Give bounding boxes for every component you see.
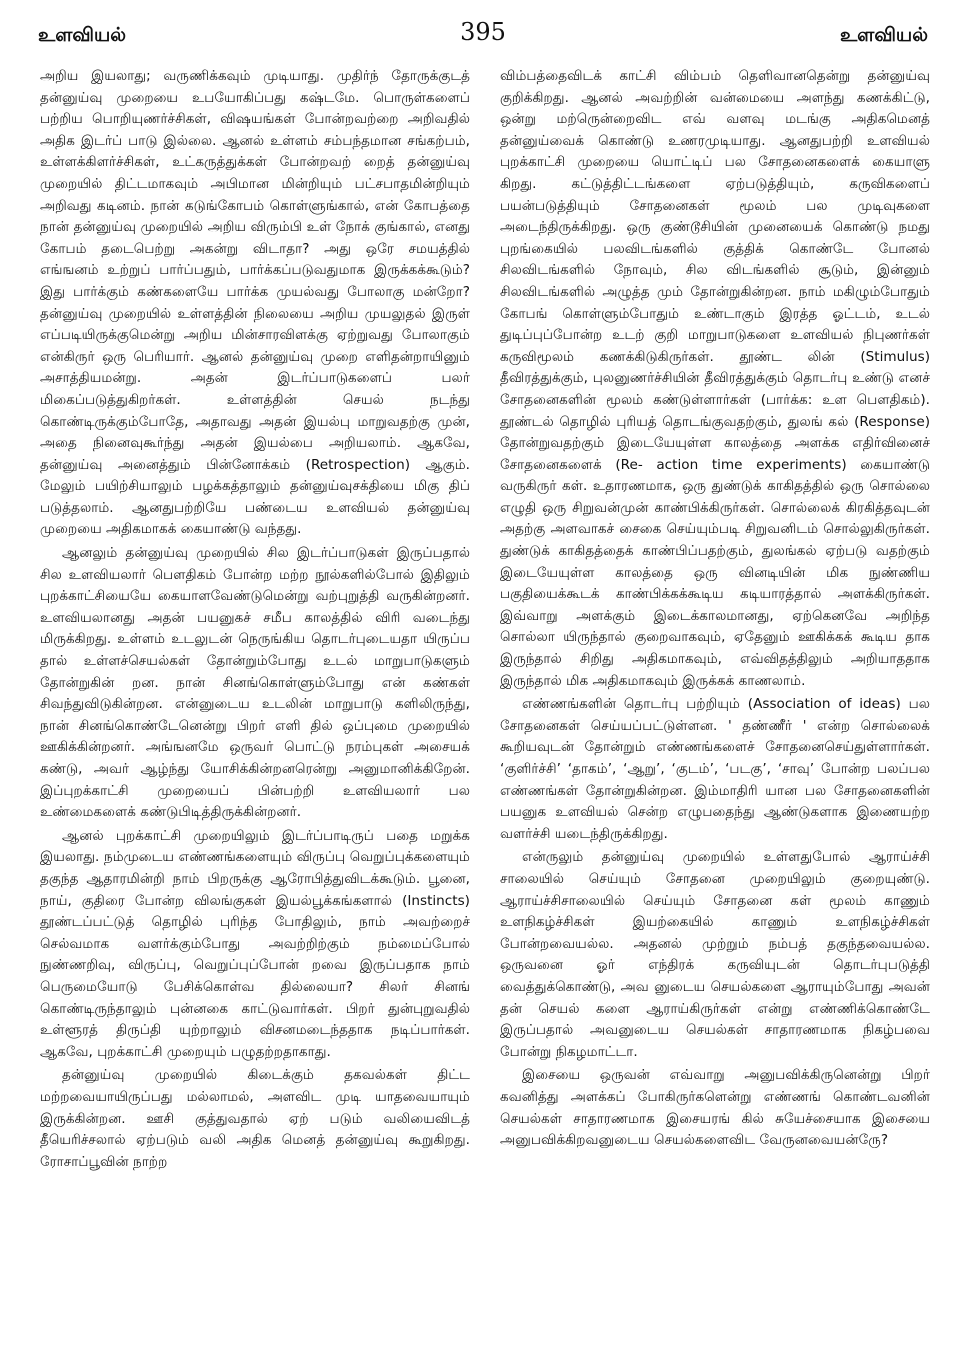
header-title-right: உளவியல் (839, 24, 928, 46)
paragraph: ஆனல் புறக்காட்சி முறையிலும் இடர்ப்பாடிருப் பதை மறுக்க இயலாது. நம்முடைய எண்ணங்களையும் விருப்பு வெறுப்புக்களையும் தகுந்த ஆதாரமின்றி நாம் பிறருக்கு ஆரோபித்துவிடக்கூடும். பூனை, நாய், குதிரை போன்ற விலங்குகள் இயல்பூக்கங்களால் (Instincts) தூண்டப்பட்டுத் தொழில் புரிந்த போதிலும், நாம் அவற்றைச் செல்வமாக வளர்க்கும்போது அவற்றிற்கும் நம்மைப்போல் நுண்ணறிவு, விருப்பு, வெறுப்புப்போன் றவை இருப்பதாக நாம் பெருமையோடு பேசிக்கொள்வ தில்லையா? சிலர் சினங் கொண்டிருந்தாலும் புன்னகை காட்டுவார்கள். பிறர் துன்புறுவதில் உள்ளூரத் திருப்தி யுற்றாலும் விசனமடைந்ததாக நடிப்பார்கள். ஆகவே, புறக்காட்சி முறையும் பழுதற்றதாகாது. (40, 827, 470, 1060)
paragraph: அறிய இயலாது; வருணிக்கவும் முடியாது. முதிர்ந் தோருக்குடத் தன்னுய்வு முறையை உபயோகிப்பது கஷ்டமே. பொருள்களைப் பற்றிய பொறியுணர்ச்சிகள், விஷயங்கள் போன்றவற்றை அறிவதில் அதிக இடர்ப் பாடு இல்லை. ஆனல் உள்ளம் சம்பந்தமான சங்கற்பம், உள்ளக்கிளர்ச்சிகள், உட்கருத்துக்கள் போன்றவற் றைத் தன்னுய்வு முறையில் திட்டமாகவும் அபிமான மின்றியும் பட்சபாதமின்றியும் அறிவது கடினம். நான் கடுங்கோபம் கொள்ளுங்கால், என் கோபத்தை நான் தன்னுய்வு முறையில் அறிய விரும்பி உள் நோக் குங்கால், எனது கோபம் தடைபெற்று அகன்று விடாதா? அது ஒரே சமயத்தில் எங்ஙனம் உற்றுப் பார்ப்பதும், பார்க்கப்படுவதுமாக இருக்கக்கூடும்? இது பார்க்கும் கண்களையே பார்க்க முயல்வது போலாகு மன்றோ? தன்னுய்வு முறையில் உள்ளத்தின் நிலையை அறிய முயலுதல் இருள் எப்படியிருக்குமென்று அறிய மின்சாரவிளக்கு ஏற்றுவது போலாகும் என்கிருர் ஒரு பெரியார். ஆனல் தன்னுய்வு முறை எளிதன்றாயினும் அசாத்தியமன்று. அதன் இடர்ப்பாடுகளைப் பலர் மிகைப்படுத்துகிறர்கள். உள்ளத்தின் செயல் நடந்து கொண்டிருக்கும்போதே, அதாவது அதன் இயல்பு மாறுவதற்கு முன், அதை நினைவுகூர்ந்து அதன் இயல்பை அறியலாம். ஆகவே, தன்னுய்வு அனைத்தும் பின்னோக்கம் (Retrospection) ஆகும். மேலும் பயிற்சியாலும் பழக்கத்தாலும் தன்னுய்வுசக்தியை மிகு திப் படுத்தலாம். ஆனதுபற்றியே பண்டைய உளவியல் தன்னுய்வு முறையை அதிகமாகக் கையாண்டு வந்தது. (40, 68, 470, 538)
page-number: 395 (460, 18, 506, 46)
header-title-left: உளவியல் (38, 24, 127, 46)
paragraph: எண்ணங்களின் தொடர்பு பற்றியும் (Association of ideas) பல சோதனைகள் செய்யப்பட்டுள்ளன. ' தண்ணீர் ' என்ற சொல்லைக் கூறியவுடன் தோன்றும் எண்ணங்களைச் சோதனைசெய்துள்ளார்கள். ‘குளிர்ச்சி’ ‘தாகம்’, ‘ஆறு’, ‘குடம்’, ‘படகு’, ‘சாவு’ போன்ற பலப்பல எண்ணங்கள் தோன்றுகின்றன. இம்மாதிரி யான பல சோதனைகளின் பயனுக உளவியல் சென்ற எழுபதைந்து ஆண்டுகளாக இணையற்ற வளர்ச்சி யடைந்திருக்கிறது. (500, 696, 930, 842)
paragraph: விம்பத்தைவிடக் காட்சி விம்பம் தெளிவானதென்று தன்னுய்வு குறிக்கிறது. ஆனல் அவற்றின் வன்மையை அளந்து கணக்கிட்டு, ஒன்று மற்ருென்றைவிட எவ் வளவு மடங்கு அதிகமெனத் தன்னுய்வைக் கொண்டு உணரமுடியாது. ஆனதுபற்றி உளவியல் புறக்காட்சி முறையை யொட்டிப் பல சோதனைகளைக் கையாளு கிறது. கட்டுத்திட்டங்களை ஏற்படுத்தியும், கருவிகளைப் பயன்படுத்தியும் சோதனைகள் மூலம் பல முடிவுகளை அடைந்திருக்கிறது. ஒரு குண்டூசியின் முனையைக் கொண்டு நமது புறங்கையில் பலவிடங்களில் குத்திக் கொண்டே போனல் சிலவிடங்களில் நோவும், சில விடங்களில் சூடும், இன்னும் சிலவிடங்களில் அழுத்த மும் தோன்றுகின்றன. நாம் மகிழும்போதும் கோபங் கொள்ளும்போதும் உண்டாகும் இரத்த ஓட்டம், உடல் துடிப்புப்போன்ற உடற் குறி மாறுபாடுகளை உளவியல் நிபுணர்கள் கருவிமூலம் கணக்கிடுகிருர்கள். தூண்ட லின் (Stimulus) தீவிரத்துக்கும், புலனுணர்ச்சியின் தீவிரத்துக்கும் தொடர்பு உண்டு எனச் சோதனைகளின் மூலம் கண்டுள்ளார்கள் (பார்க்க: உள பௌதிகம்). தூண்டல் தொழில் புரியத் தொடங்குவதற்கும், துலங் கல் (Response) தோன்றுவதற்கும் இடையேயுள்ள காலத்தை அளக்க எதிர்வினைச் சோதனைகளைக் (Re- action time experiments) கையாண்டு வருகிருர் கள். உதாரணமாக, ஒரு துண்டுக் காகிதத்தில் ஒரு சொல்லை எழுதி ஒரு சிறுவன்முன் காண்பிக்கிருர்கள். சொல்லைக் கிரகித்தவுடன் அதற்கு அளவாகச் சைகை செய்யும்படி சிறுவனிடம் சொல்லுகிருர்கள். துண்டுக் காகிதத்தைக் காண்பிப்பதற்கும், துலங்கல் ஏற்படு வதற்கும் இடையேயுள்ள காலத்தை ஒரு வினடியின் மிக நுண்ணிய பகுதியைக்கூடக் காண்பிக்கக்கூடிய கடியாரத்தால் அளக்கிருர்கள். இவ்வாறு அளக்கும் இடைக்காலமானது, ஏற்கெனவே அறிந்த சொல்லா யிருந்தால் குறைவாகவும், ஏதேனும் ஊகிக்கக் கூடிய தாக இருந்தால் சிறிது அதிகமாகவும், எவ்விதத்திலும் அறியாததாக இருந்தால் மிக அதிகமாகவும் இருக்கக் காணலாம். (500, 68, 930, 689)
left-column (40, 66, 470, 1356)
right-column (500, 66, 930, 1356)
paragraph: ஆனலும் தன்னுய்வு முறையில் சில இடர்ப்பாடுகள் இருப்பதால் சில உளவியலார் பௌதிகம் போன்ற மற்ற நூல்களில்போல் இதிலும் புறக்காட்சியையே கையாளவேண்டுமென்று வற்புறுத்தி வருகின்றனர். உளவியலானது அதன் பயனுகச் சமீப காலத்தில் விரி வடைந்து மிருக்கிறது. உள்ளம் உடலுடன் நெருங்கிய தொடர்புடையதா யிருப்ப தால் உள்ளச்செயல்கள் தோன்றும்போது உடல் மாறுபாடுகளும் தோன்றுகின் றன. நான் சினங்கொள்ளும்போது என் கண்கள் சிவந்துவிடுகின்றன. என்னுடைய உடலின் மாறுபாடு களிலிருந்து, நான் சினங்கொண்டேனென்று பிறர் எளி தில் ஒப்புமை முறையில் ஊகிக்கின்றனர். அங்ஙனமே ஒருவர் பொட்டு நரம்புகள் அசையக் கண்டு, அவர் ஆழ்ந்து யோசிக்கின்றனரென்று அனுமானிக்கிறேன். இப்புறக்காட்சி முறையைப் பின்பற்றி உளவியலார் பல உண்மைகளைக் கண்டுபிடித்திருக்கின்றனர். (40, 545, 470, 821)
running-header (38, 14, 928, 54)
paragraph: தன்னுய்வு முறையில் கிடைக்கும் தகவல்கள் திட்ட மற்றவையாயிருப்பது மல்லாமல், அளவிட முடி யாதவையாயும் இருக்கின்றன. ஊசி குத்துவதால் ஏற் படும் வலியைவிடத் தீயெரிச்சலால் ஏற்படும் வலி அதிக மெனத் தன்னுய்வு கூறுகிறது. ரோசாப்பூவின் நாற்ற (40, 1067, 470, 1170)
paragraph: இசையை ஒருவன் எவ்வாறு அனுபவிக்கிருனென்று பிறர் கவனித்து அளக்கப் போகிருர்களென்று எண்ணங் கொண்டவனின் செயல்கள் சாதாரணமாக இசையரங் கில் சுயேச்சையாக இசையை அனுபவிக்கிறவனுடைய செயல்களைவிட வேருனவையன்ருே? (500, 1067, 930, 1149)
paragraph: என்ருலும் தன்னுய்வு முறையில் உள்ளதுபோல் ஆராய்ச்சி சாலையில் செய்யும் சோதனை முறையிலும் குறையுண்டு. ஆராய்ச்சிசாலையில் செய்யும் சோதனை கள் மூலம் காணும் உளநிகழ்ச்சிகள் இயற்கையில் காணும் உளநிகழ்ச்சிகள் போன்றவையல்ல. அதனல் முற்றும் நம்பத் தகுந்தவையல்ல. ஒருவனை ஓர் எந்திரக் கருவியுடன் தொடர்புபடுத்தி வைத்துக்கொண்டு, அவ னுடைய செயல்களை ஆராயும்போது அவன் தன் செயல் களை ஆராய்கிருர்கள் என்று எண்ணிக்கொண்டே இருப்பதால் அவனுடைய செயல்கள் சாதாரணமாக நிகழ்பவை போன்று நிகழமாட்டா. (500, 849, 930, 1060)
